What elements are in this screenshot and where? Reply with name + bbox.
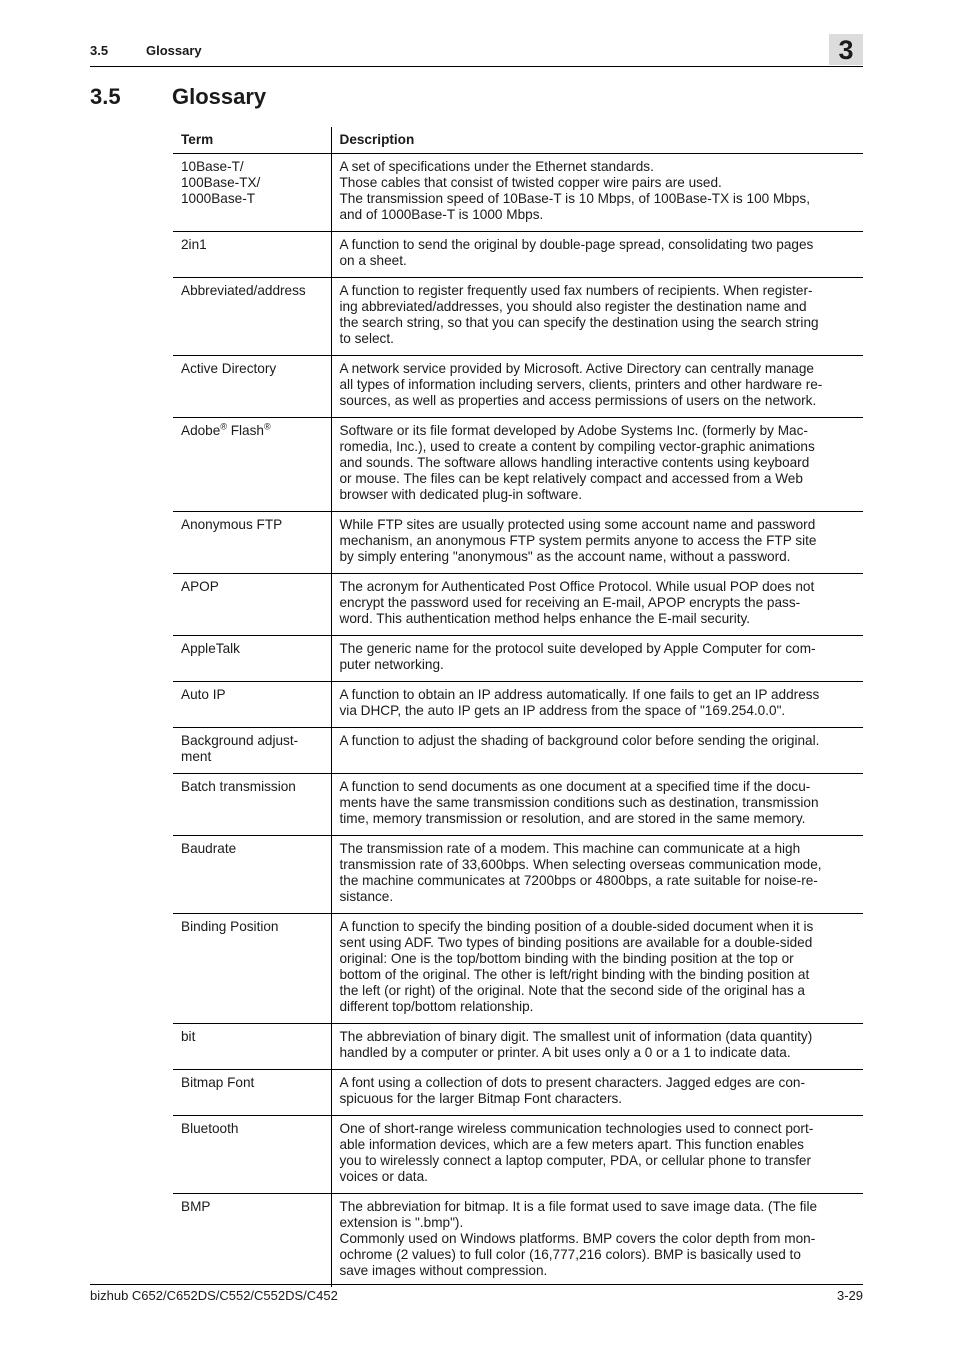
description-cell [331,1024,863,1070]
table-row [173,232,863,278]
description-line: ments have the same transmission conditions such as destination, transmission [339,795,819,810]
term-line: APOP [181,579,219,594]
description-line: Commonly used on Windows platforms. BMP covers the color depth from mon- [339,1231,816,1246]
registered-mark: ® [220,421,227,432]
description-line: The transmission rate of a modem. This machine can communicate at a high [339,841,801,856]
description-line: and sounds. The software allows handling interactive contents using keyboard [339,455,810,470]
term-line: Baudrate [181,841,237,856]
table-row [173,154,863,232]
term-cell [173,728,331,774]
term-cell [173,836,331,914]
footer-page-number: 3-29 [836,1288,863,1303]
term-line: 1000Base-T [181,191,256,206]
term-line: Anonymous FTP [181,517,283,532]
term-cell [173,512,331,574]
description-line: the machine communicates at 7200bps or 4800bps, a rate suitable for noise-re- [339,873,818,888]
table-row [173,1116,863,1194]
description-line: or mouse. The files can be kept relatively compact and accessed from a Web [339,471,803,486]
description-line: extension is ".bmp"). [339,1215,464,1230]
description-cell [331,636,863,682]
description-line: A network service provided by Microsoft. Active Directory can centrally manage [339,361,814,376]
description-line: sent using ADF. Two types of binding positions are available for a double-sided [339,935,813,950]
description-line: A function to adjust the shading of background color before sending the original. [339,733,820,748]
description-cell [331,512,863,574]
description-cell [331,836,863,914]
description-line: original: One is the top/bottom binding with the binding position at the top or [339,951,794,966]
term-line: Abbreviated/address [181,283,306,298]
term-line: Background adjust- [181,733,299,748]
table-row [173,418,863,512]
term-cell [173,356,331,418]
description-line: The abbreviation of binary digit. The smallest unit of information (data quantity) [339,1029,813,1044]
registered-mark: ® [263,421,271,432]
chapter-badge: 3 [829,34,863,65]
term-cell [173,418,331,512]
description-line: A function to specify the binding position of a double-sided document when it is [339,919,814,934]
term-cell [173,1194,331,1288]
table-row [173,1070,863,1116]
description-line: A set of specifications under the Ethernet standards. [339,159,654,174]
description-line: A font using a collection of dots to present characters. Jagged edges are con- [339,1075,805,1090]
description-line: The transmission speed of 10Base-T is 10 Mbps, of 100Base-TX is 100 Mbps, [339,191,810,206]
description-cell [331,1116,863,1194]
description-cell [331,418,863,512]
table-row [173,836,863,914]
term-line: Bitmap Font [181,1075,255,1090]
description-line: to select. [339,331,394,346]
description-cell [331,154,863,232]
term-line: Batch transmission [181,779,296,794]
term-cell [173,574,331,636]
section-heading [90,84,266,110]
description-line: romedia, Inc.), used to create a content by compiling vector-graphic animations [339,439,815,454]
running-header [90,35,863,67]
term-cell [173,1070,331,1116]
term-text: Adobe [181,423,221,438]
description-line: mechanism, an anonymous FTP system permits anyone to access the FTP site [339,533,817,548]
description-line: One of short-range wireless communication technologies used to connect port- [339,1121,814,1136]
term-cell [173,1024,331,1070]
description-line: sistance. [339,889,394,904]
description-line: A function to send the original by double-page spread, consolidating two pages [339,237,814,252]
table-row [173,636,863,682]
description-line: the search string, so that you can specify the destination using the search string [339,315,819,330]
term-cell [173,154,331,232]
description-cell [331,574,863,636]
description-cell [331,1070,863,1116]
description-line: and of 1000Base-T is 1000 Mbps. [339,207,544,222]
description-line: voices or data. [339,1169,428,1184]
table-row [173,574,863,636]
term-line: ment [181,749,212,764]
term-line: 10Base-T/ [181,159,244,174]
description-cell [331,682,863,728]
description-cell [331,1194,863,1288]
description-line: on a sheet. [339,253,407,268]
term-line: Bluetooth [181,1121,239,1136]
term-line: Active Directory [181,361,277,376]
page-footer [90,1284,863,1303]
section-heading-number: 3.5 [90,84,121,109]
description-line: The abbreviation for bitmap. It is a file format used to save image data. (The file [339,1199,818,1214]
term-line: Binding Position [181,919,279,934]
glossary-table [173,127,863,1287]
description-line: handled by a computer or printer. A bit uses only a 0 or a 1 to indicate data. [339,1045,791,1060]
description-line: ing abbreviated/addresses, you should also register the destination name and [339,299,807,314]
description-line: able information devices, which are a few meters apart. This function enables [339,1137,804,1152]
description-line: via DHCP, the auto IP gets an IP address from the space of "169.254.0.0". [339,703,786,718]
description-line: encrypt the password used for receiving an E-mail, APOP encrypts the pass- [339,595,801,610]
header-section-number: 3.5 [90,43,109,58]
column-header-term: Term [173,127,331,154]
description-line: transmission rate of 33,600bps. When selecting overseas communication mode, [339,857,822,872]
description-cell [331,914,863,1024]
description-line: by simply entering "anonymous" as the account name, without a password. [339,549,791,564]
description-line: different top/bottom relationship. [339,999,534,1014]
description-line: word. This authentication method helps enhance the E-mail security. [339,611,751,626]
description-line: save images without compression. [339,1263,548,1278]
section-heading-title: Glossary [172,84,267,109]
description-line: puter networking. [339,657,444,672]
term-cell [173,636,331,682]
description-line: The generic name for the protocol suite developed by Apple Computer for com- [339,641,816,656]
description-cell [331,356,863,418]
description-line: While FTP sites are usually protected using some account name and password [339,517,816,532]
table-header-row [173,127,863,154]
description-cell [331,278,863,356]
description-line: the left (or right) of the original. Note that the second side of the original has a [339,983,805,998]
term-cell [173,914,331,1024]
table-row [173,774,863,836]
description-line: browser with dedicated plug-in software. [339,487,583,502]
description-cell [331,728,863,774]
description-line: bottom of the original. The other is left/right binding with the binding position at [339,967,810,982]
term-line: 100Base-TX/ [181,175,261,190]
term-cell [173,278,331,356]
term-line: AppleTalk [181,641,240,656]
table-row [173,914,863,1024]
term-line: bit [181,1029,196,1044]
term-cell [173,682,331,728]
term-cell [173,1116,331,1194]
description-line: A function to obtain an IP address automatically. If one fails to get an IP address [339,687,820,702]
description-line: time, memory transmission or resolution, and are stored in the same memory. [339,811,806,826]
table-row [173,728,863,774]
description-cell [331,232,863,278]
description-line: Software or its file format developed by Adobe Systems Inc. (formerly by Mac- [339,423,808,438]
description-line: A function to send documents as one document at a specified time if the docu- [339,779,811,794]
table-row [173,512,863,574]
table-row [173,1024,863,1070]
description-cell [331,774,863,836]
description-line: Those cables that consist of twisted copper wire pairs are used. [339,175,722,190]
term-line: Auto IP [181,687,226,702]
table-row [173,1194,863,1288]
footer-model-name: bizhub C652/C652DS/C552/C552DS/C452 [90,1288,338,1303]
description-line: The acronym for Authenticated Post Office Protocol. While usual POP does not [339,579,815,594]
table-row [173,682,863,728]
description-line: spicuous for the larger Bitmap Font characters. [339,1091,623,1106]
table-row [173,356,863,418]
description-line: A function to register frequently used fax numbers of recipients. When register- [339,283,813,298]
term-cell [173,232,331,278]
term-text: Flash [226,423,264,438]
description-line: ochrome (2 values) to full color (16,777,216 colors). BMP is basically used to [339,1247,801,1262]
term-line: 2in1 [181,237,207,252]
term-line: BMP [181,1199,211,1214]
term-cell [173,774,331,836]
table-row [173,278,863,356]
description-line: you to wirelessly connect a laptop computer, PDA, or cellular phone to transfer [339,1153,811,1168]
description-line: all types of information including servers, clients, printers and other hardware re- [339,377,823,392]
header-section-title: Glossary [146,43,202,58]
column-header-description: Description [331,127,863,154]
description-line: sources, as well as properties and access permissions of users on the network. [339,393,817,408]
